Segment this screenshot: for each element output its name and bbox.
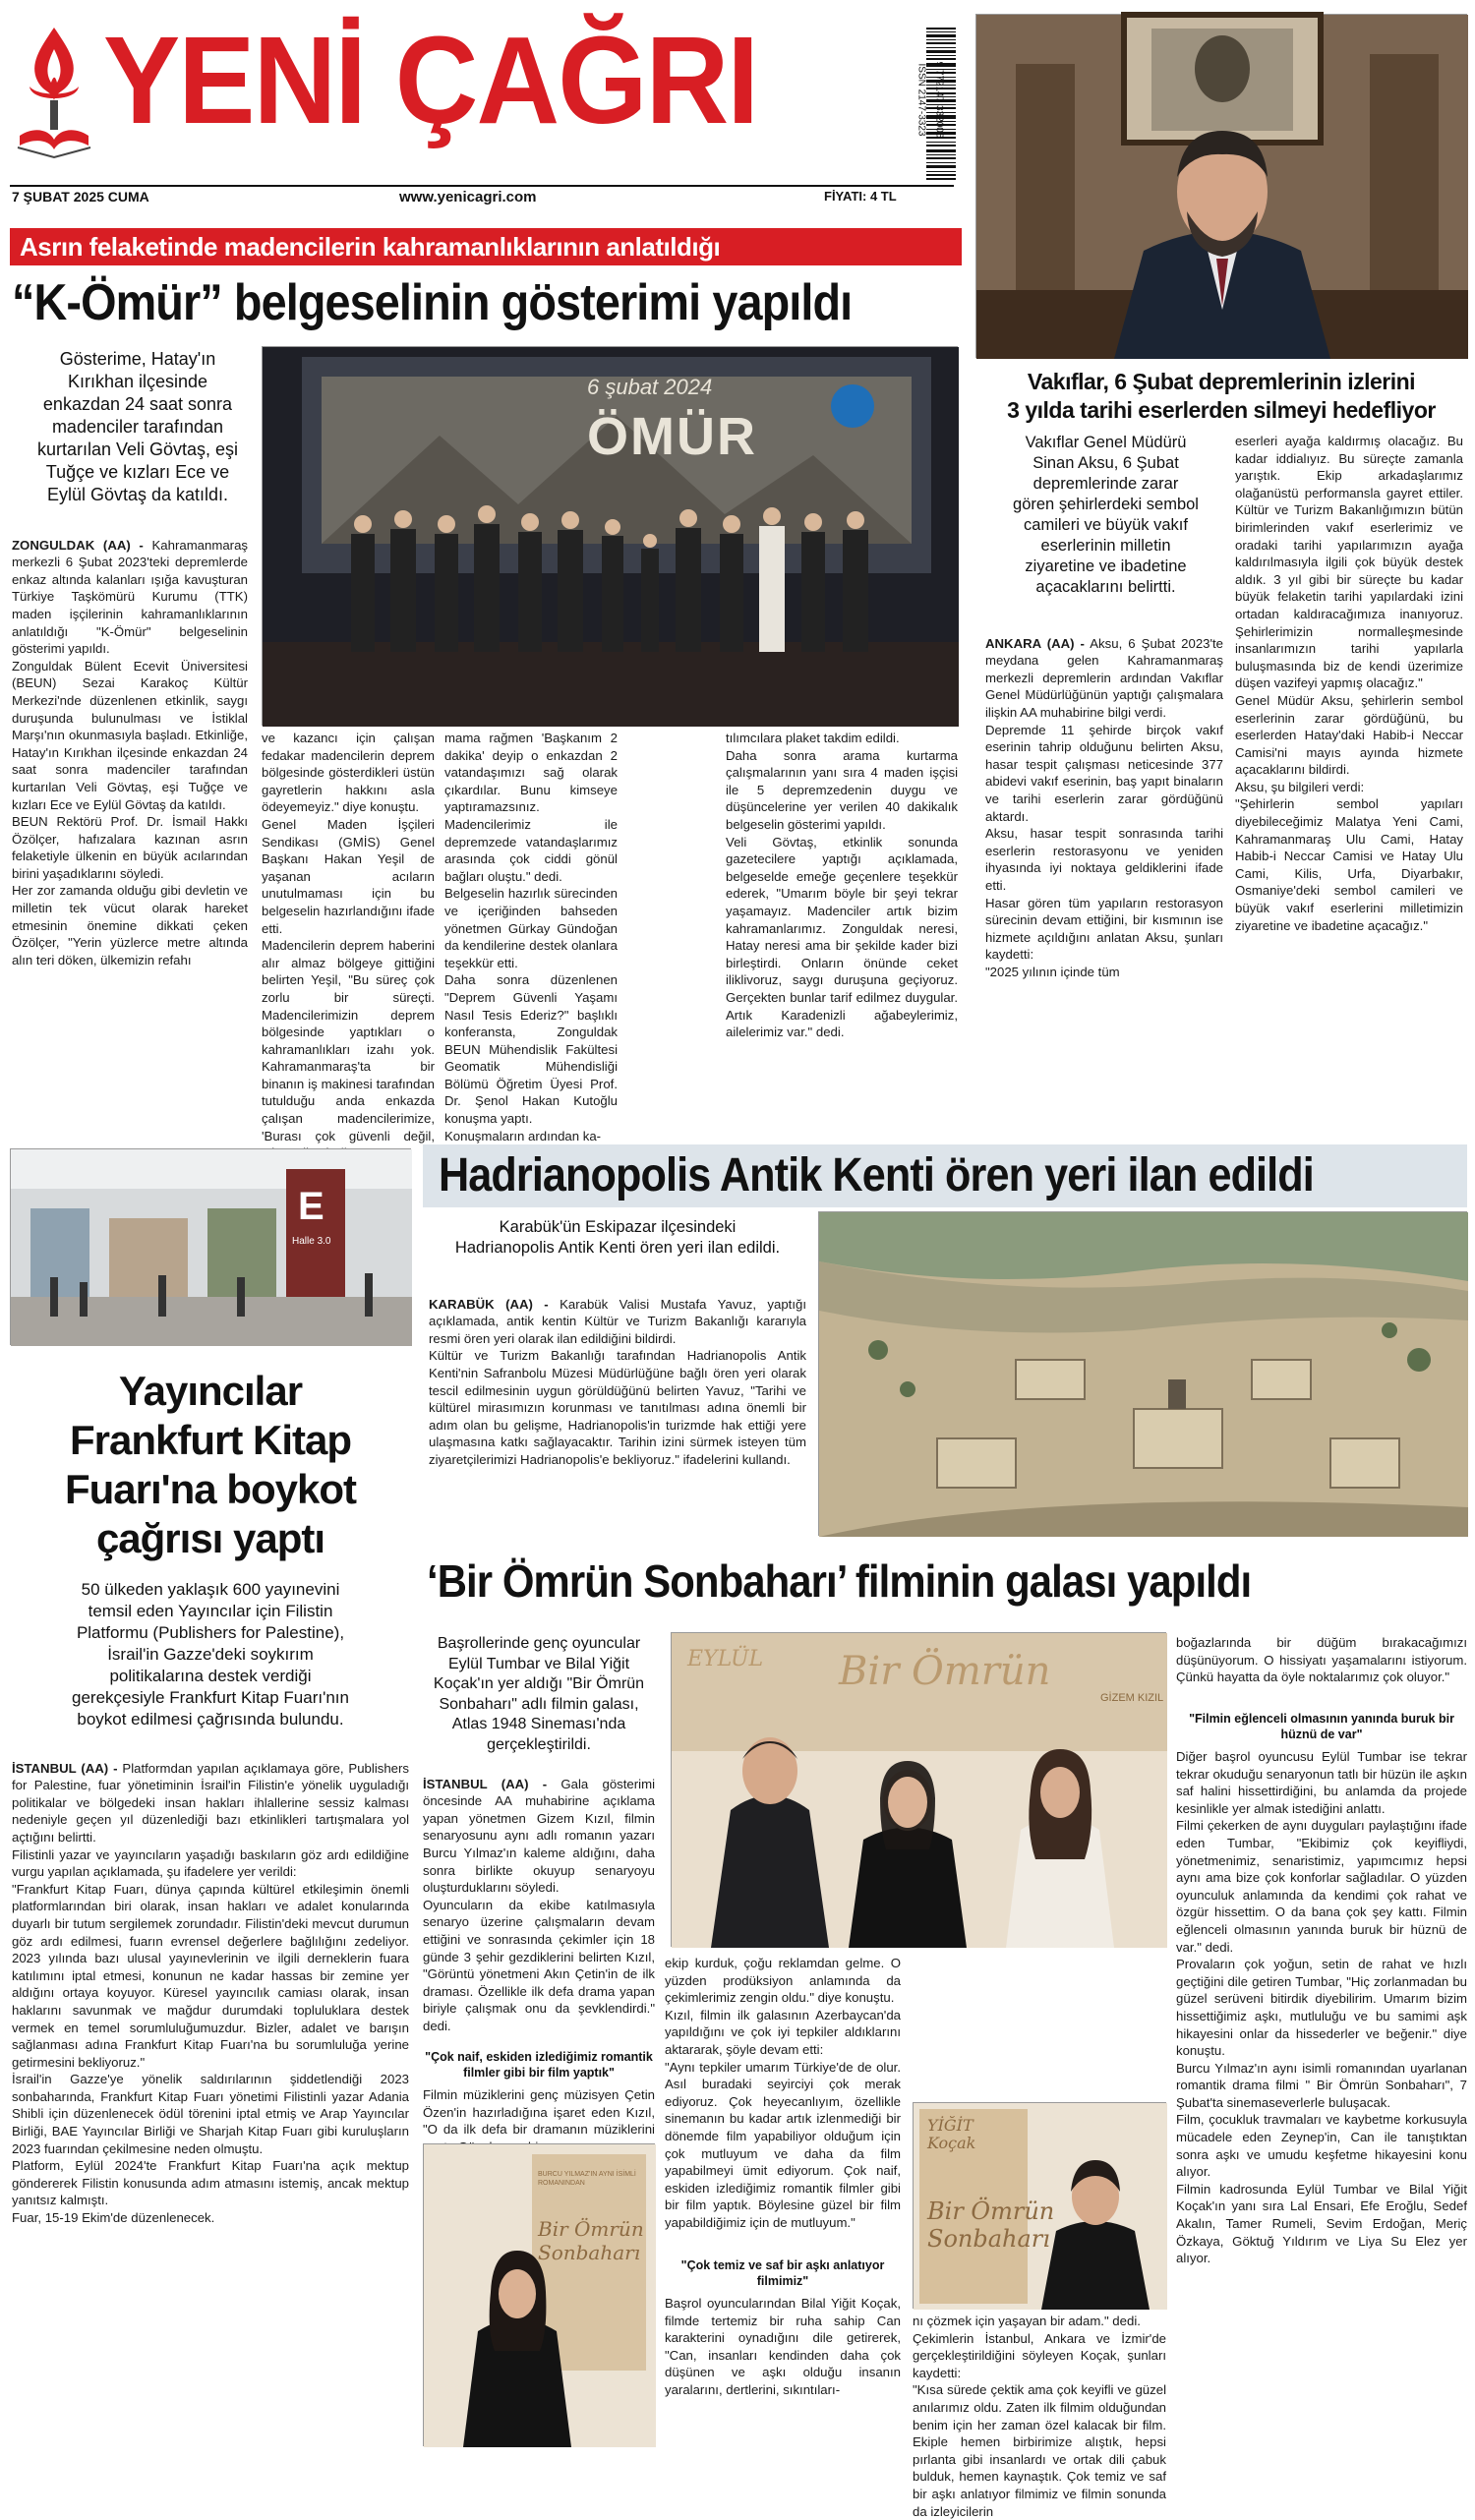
- portrait-illustration: [976, 15, 1468, 359]
- dateline: İSTANBUL (AA) -: [12, 1760, 118, 1776]
- story5-subhead1: "Çok naif, eskiden izlediğimiz romantik filmler gibi bir film yaptık": [425, 2050, 653, 2080]
- story3-lead: Karabük'ün Eskipazar ilçesindeki Hadrianopolis Antik Kenti ören yeri ilan edildi.: [454, 1218, 781, 1257]
- dateline: İSTANBUL (AA) -: [423, 1776, 548, 1791]
- poster-mini-line2: Sonbaharı: [538, 2241, 641, 2264]
- story4-body-text: Platformdan yapılan açıklamaya göre, Publishers for Palestine, fuar yönetiminin İsrail'in Filistin'e yönelik uyguladığı politikalar ve bölgedeki insan hakları ihlallerine sessiz kalması nedeniyle geçen yıl düzenlediği bazı etkinlikleri tartışmalara yol açtığını belirtti. Filistinli yazar ve yayıncıların yaşadığı baskıların göz ardı edildiğine vurgu yapılan açıklamada, şu ifadelere yer verildi: "Frankfurt Kitap Fuarı, dünya çapında kültürel etkileşimin önemli platformlarından biri olarak, insan hakları ve adalet konularında duyarlı bir tutum sergilemek zorundadır. Filistin'deki mevcut durumun göz ardı edilmesi, fuarın evrensel değerlere bağlılığını zedeliyor. 2023 yılında bazı ulusal yayınevlerinin ve ilgili derneklerin fuara katılımını iptal etmesi, konunun ne kadar hassas bir zemine yer aldığını ortaya koyuyor. Küresel yayıncılık camiası olarak, insan haklarını savunmak ve mağdur durumdaki topluluklara destek vermek en temel sorumluluğumuzdur. Bizler, adalet ve barışın sağlanması adına Frankfurt Kitap Fuarı'na bu sorumluluğa yerine getirmesini bekliyoruz." İsrail'in Gazze'ye yönelik saldırılarının şiddetlendiği 2023 sonbaharında, Frankfurt Kitap Fuarı yönetimi Filistinli yazar Adania Shibli için düzenlenecek ödül törenini iptal etmiş ve Arap Yayıncılar Birliği, BAE Yayıncılar Birliği ve Sharjah Kitap Fuarı gibi kuruluşların 2023 fuarından çekilmesine neden olmuştu. Platform, Eylül 2024'te Frankfurt Kitap Fuarı'na açık mektup göndererek Filistin konusunda adım atmasını istemiş, ancak mektup yanıtsız kalmıştı. Fuar, 15-19 Ekim'de düzenlenecek.: [12, 1760, 410, 2226]
- barcode-digits: 9 772147 332006: [933, 61, 945, 139]
- poster-wall-title: [839, 1649, 1050, 1694]
- portrait-photo: [975, 14, 1467, 358]
- story1-lead: Gösterime, Hatay'ın Kırıkhan ilçesinde enkazdan 24 saat sonra madenciler tarafından kurtarılan Veli Gövtaş, eşi Tuğçe ve kızları Ece ve Eylül Gövtaş da katıldı.: [36, 349, 239, 504]
- story2-col2: eserleri ayağa kaldırmış olacağız. Bu kadar iddialıyız. Bu süreçte zamanla yarıştık. Ekip arkadaşlarımız olağanüstü performansla gayret ettiler. Kültür ve Turizm Bakanlığımızın bütün birimlerinden vakıf eserlerimiz ve oradaki tarihi yapılarımızın ayağa kaldırılmasıyla ilgili çok büyük destek aldık. 3 yıl gibi bir süreçte bu kadar büyük felaketin tarihi yapılardaki izini ortadan kaldıracağımıza inanıyoruz. Şehirlerimizin normalleşmesinde insanlarımızın tarihi yapılarla buluşmasında biz de kendi üzerimize düşen vazifeyi yapmış olacağız." Genel Müdür Aksu, şehirlerin sembol eserlerinin zarar gördüğünü, bu eserlerden Hatay'daki Habib-i Neccar Camisi'ni mayıs ayında hizmete açacaklarını bildirdi. Aksu, şu bilgileri verdi: "Şehirlerin sembol yapıları diyebileceğimiz Malatya Yeni Cami, Kahramanmaraş Ulu Cami, Hatay Habib-i Neccar Camisi ve Hatay Ulu Cami, Kilis, Urfa, Diyarbakır, Osmaniye'deki sembol camileri ve büyük vakıf eserlerini milletimizin ziyaretine ve ibadetine açacağız.": [1235, 434, 1463, 933]
- dateline: KARABÜK (AA) -: [429, 1296, 549, 1312]
- story5-headline[interactable]: ‘Bir Ömrün Sonbaharı’ filminin galası yapıldı: [427, 1555, 1252, 1607]
- barcode: [907, 26, 956, 181]
- story1-col1: [12, 519, 248, 1141]
- ruins-aerial-photo: [818, 1211, 1467, 1536]
- poster-wall-director: GİZEM KIZIL: [1100, 1692, 1164, 1704]
- ceremony-photo: [262, 346, 958, 726]
- story4-headline[interactable]: Yayıncılar Frankfurt Kitap Fuarı'na boykot çağrısı yaptı: [64, 1368, 357, 1561]
- actress-illustration: [424, 2144, 656, 2447]
- story-kicker: Asrın felaketinde madencilerin kahramanlıklarının anlatıldığı: [20, 232, 721, 262]
- story1-col1-text: Kahramanmaraş merkezli 6 Şubat 2023'teki depremlerde enkaz altında kalanları ışığa kavuşturan Türkiye Taşkömürü Kurumu (TTK) maden işçilerinin kahramanlıklarının anlatıldığı "K-Ömür" belgeselinin gösterimi yapıldı. Zonguldak Bülent Ecevit Üniversitesi (BEUN) Sezai Karakoç Kültür Merkezi'nde düzenlenen etkinlik, saygı duruşunda bulunulması ve İstiklal Marşı'nın okunmasıyla başladı. Etkinliğe, Hatay'ın Kırıkhan ilçesinde enkazdan 24 saat sonra madenciler tarafından kurtarılan Veli Gövtaş, eşi Tuğçe ve kızları Ece ve Eylül Gövtaş da katıldı. BEUN Rektörü Prof. Dr. İsmail Hakkı Özölçer, hafızalara kazınan asrın felaketiyle ülkenin en büyük acılarından birini yaşadıklarını söyledi. Her zor zamanda olduğu gibi devletin ve milletin tek vücut olarak hareket etmesinin önemine dikkati çeken Özölçer, "Yerin yüzlerce metre altında alın teri döken, ülkemizin refahı: [12, 537, 248, 967]
- poster-title-line1: Bir Ömrün: [839, 1649, 1051, 1694]
- story5-subhead3: "Filmin eğlenceli olmasının yanında buruk bir hüznü de var": [1189, 1712, 1454, 1741]
- story-kicker-bar: [10, 228, 962, 265]
- story1-headline[interactable]: “K-Ömür” belgeselinin gösterimi yapıldı: [12, 274, 853, 331]
- issn-text: ISSN 2147-3323: [915, 63, 927, 137]
- book-fair-photo: [10, 1148, 411, 1345]
- ruins-illustration: [819, 1212, 1468, 1537]
- website-link[interactable]: www.yenicagri.com: [399, 189, 537, 205]
- story3-header-bar: [423, 1144, 1467, 1207]
- poster-title-mini: [538, 2217, 644, 2264]
- poster-actor-name: YİĞİT Koçak: [927, 2116, 976, 2152]
- story2-col1-text: Aksu, 6 Şubat 2023'te meydana gelen Kahramanmaraş merkezli depremlerin ardından Vakıflar Genel Müdürlüğünün yaptığı çalışmalara ilişkin AA muhabirine bilgi verdi. Depremde 11 şehirde birçok vakıf eserinin tahrip olduğunu belirten Aksu, hasar tespit çalışması neticesinde 377 abidevi vakıf eserinin, baş yapıt binaların ve tarihi eserlerin zarar gördüğünü aktardı. Aksu, hasar tespit sonrasında tarihi eserlerin restorasyonu ve yeniden ihyasında iyi noktaya geldiklerini ifade etti. Hasar gören tüm yapıların restorasyon sürecinin devam ettiğini, bir kısmının ise hizmete açıldığını anlatan Aksu, şunları kaydetti: "2025 yılının içinde tüm: [985, 635, 1224, 979]
- story2-col1: [985, 617, 1223, 1129]
- actor-poster-photo: [913, 2102, 1166, 2309]
- story5-subhead2: "Çok temiz ve saf bir aşkı anlatıyor filmimiz": [680, 2258, 885, 2288]
- fair-hall-sign: E: [298, 1185, 324, 1228]
- stage-banner-text: ÖMÜR: [587, 407, 757, 466]
- stage-date-text: 6 şubat 2024: [587, 375, 713, 399]
- story1-col2: ve kazancı için çalışan fedakar madencilerin deprem bölgesinde gösterdikleri üstün gayretlerin hakkını asla ödeyemeyiz." diye konuştu. Genel Maden İşçileri Sendikası (GMİS) Genel Başkanı Hakan Yeşil de yaşanan acıların unutulmaması için bu belgeselin hazırlandığını ifade etti. Madencilerin deprem haberini alır almaz bölgeye gittiğini belirten Yeşil, "Bu süreç çok zorlu bir süreçti. Madencilerimizin deprem bölgesinde yaptıkları o kahramanlıkları izahı yok. Kahramanmaraş'ta bir binanın iş makinesi tarafından tutulduğu anda enkazda çalışan madencilerimize, 'Burası çok güvenli değil,: [262, 731, 435, 1143]
- story3-body: [429, 1278, 806, 1534]
- dateline: ANKARA (AA) -: [985, 635, 1085, 651]
- book-fair-illustration: [11, 1149, 412, 1346]
- fair-hall-name: Halle 3.0: [292, 1236, 331, 1247]
- story5-lead: Başrollerinde genç oyuncular Eylül Tumbar ve Bilal Yiğit Koçak'ın yer aldığı "Bir Ömrün Sonbaharı" adlı filmin galası, Atlas 1948 Sineması'nda gerçekleştirildi.: [433, 1635, 645, 1753]
- story4-body: [12, 1742, 409, 2446]
- newspaper-title[interactable]: YENİ ÇAĞRI: [103, 11, 758, 149]
- story5-col4b: Diğer başrol oyuncusu Eylül Tumbar ise tekrar tekrar okuduğu senaryonun tatlı bir hüzün ile aşkın saf halini hissettirdiğini, bu anlamda da projede kesinlikle yer almak istediğini anlattı. Filmi çekerken de aynı duyguları paylaştığını ifade eden Tumbar, "Ekibimiz çok keyifliydi, yönetmenimiz, senaristimiz, yapımcımız hepsi aynı ama bize çok konforlar sağladılar. O yüzden oyunculuk anlamında da kendimi çok rahat ve özgür hissettim. O da bana çok şey kattı. Filmin eğlenceli olmasının yanında buruk bir hüznü de var." dedi. Provaların çok yoğun, setin de rahat ve hızlı geçtiğini dile getiren Tumbar, "Hiç zorlanmadan bu güzel serüveni bitirdik diyebilirim. Umarım bizim hissettiğimiz aşkı, mutluluğu ve bu samimi aşk hikayesini onlar da hissederler ve beğenir." diye konuştu. Burcu Yılmaz'ın aynı isimli romanından uyarlanan romantik drama filmi " Bir Ömrün Sonbaharı", 7 Şubat'ta sinemaseverlerle buluşacak. Film, çocukluk travmaları ve kaybetme korkusuyla mücadele eden Zeynep'in, Can ile tanıştıktan sonra aşkı ve umudu keşfetme hikayesini konu alıyor. Filmin kadrosunda Eylül Tumbar ve Bilal Yiğit Koçak'ın yanı sıra Lal Ensari, Efe Eroğlu, Sedef Akalın, Tamer Rumeli, Sevim Erdoğan, Meriç Özkaya, Göktuğ Yıldırım ve Liya Su Elez yer alıyor.: [1176, 1749, 1467, 2266]
- poster-actor-title: [927, 2198, 1054, 2253]
- issue-date: 7 ŞUBAT 2025 CUMA: [12, 189, 149, 205]
- story5-col2: ekip kurduk, çoğu reklamdan gelme. O yüzden prodüksiyon anlamında da çekimlerimiz zengin oldu." diye konuştu. Kızıl, filmin ilk galasının Azerbaycan'da yapıldığını ve çok iyi tepkiler aldıklarını aktararak, şöyle devam etti: "Aynı tepkiler umarım Türkiye'de de olur. Asıl buradaki seyirciyi çok merak ediyoruz. Çok heyecanlıyım, özellikle sinemanın bu kadar artık izlenmediği bir dönemde film yapabiliyor olduğum için çok mutluyum ve daha da film yapabilmeyi ümit ediyorum. Çok naif, eskiden izlediğimiz romantik filmler gibi bir film yaptık. Böylesine güzel bir film yapabildiğimiz için de mutluyum.": [665, 1956, 901, 2230]
- dateline: ZONGULDAK (AA) -: [12, 537, 144, 553]
- story3-body-text: Karabük Valisi Mustafa Yavuz, yaptığı açıklamada, antik kentin Kültür ve Turizm Bakanlığı kararıyla resmi ören yeri olarak ilan edildiğini bildirdi. Kültür ve Turizm Bakanlığı tarafından Hadrianopolis Antik Kenti'nin Safranbolu Müzesi Müdürlüğüne bağlı ören yeri olarak tescil edilmesinin uygun görüldüğünü belirten Yavuz, "Tarihi ve kültürel mirasımızın korunması ve tanıtılması adına önemli bir adım olan bu gelişme, Hadrianopolis'in turizmde hak ettiği yere ulaşmasına katkı sağlayacaktır. Tarihin izini sürmek isteyen tüm ziyaretçilerimizi Hadrianopolis'e bekliyoruz." ifadelerini kullandı.: [429, 1296, 806, 1467]
- masthead: [0, 0, 964, 221]
- masthead-rule: [10, 185, 954, 187]
- poster-wall-name: EYLÜL: [687, 1647, 764, 1671]
- story4-lead: 50 ülkeden yaklaşık 600 yayınevini temsil eden Yayıncılar için Filistin Platformu (Publishers for Palestine), İsrail'in Gazze'deki soykırım politikalarına destek verdiği gerekçesiyle Frankfurt Kitap Fuarı'nın boykot edilmesi çağrısında bulundu.: [72, 1580, 349, 1729]
- poster-mini-credit: BURCU YILMAZ'IN AYNI İSİMLİ ROMANINDAN: [538, 2171, 636, 2187]
- poster-actor-line2: Sonbaharı: [927, 2225, 1050, 2253]
- story5-col3a: nı çözmek için yaşayan bir adam." dedi. Çekimlerin İstanbul, Ankara ve İzmir'de gerçekleştirildiğini söyleyen Koçak, şunları kaydetti: "Kısa sürede çektik ama çok keyifli ve güzel anılarımız oldu. Zaten ilk filmim olduğundan benim için her zaman özel kalacak bir film. Ekiple hemen birbirimize alıştık, hepsi pırlanta gibi insanlardı ve ortak dili çabuk bulduk, hemen kaynaştık. Çok temiz ve saf bir aşkı anlatıyor filmimiz ve filmin sonunda da izleyicilerin: [913, 2314, 1166, 2519]
- story3-headline[interactable]: Hadrianopolis Antik Kenti ören yeri ilan edildi: [439, 1149, 1314, 1201]
- story5-col1-text: Gala gösterimi öncesinde AA muhabirine açıklama yapan yönetmen Gizem Kızıl, filmin senaryosunu aynı adlı romanın yazarı Burcu Yılmaz'ın kaleme aldığını, daha sonra birlikte okuyup senaryoyu oluşturduklarını söyledi. Oyuncuların da ekibe katılmasıyla senaryo üzerine çalışmaların devam ettiğini ve sonrasında çekimler için 18 günde 3 şehir gezdiklerini belirten Kızıl, "Görüntü yönetmeni Akın Çetin'in de ilk draması. Özellikle ilk defa drama yapan biriyle çalışmak onu da şevklendirdi." dedi.: [423, 1776, 655, 2033]
- story1-col3: mama rağmen 'Başkanım 2 dakika' deyip o enkazdan 2 vatandaşımızı sağ olarak çıkardılar. Bunu kimseye yaptıramazsınız. Madencilerimiz ile depremzede vatandaşlarımız arasında çok ciddi gönül bağları oluştu." dedi. Belgeselin hazırlık sürecinden ve içeriğinden bahseden yönetmen Gürkay Gündoğan da kendilerine destek olanlara teşekkür etti. Daha sonra düzenlenen "Deprem Güvenli Yaşamı Nasıl Tesis Ederiz?" başlıklı konferansta, Zonguldak BEUN Mühendislik Fakültesi Geomatik Mühendisliği Bölümü Öğretim Üyesi Prof. Dr. Şenol Hakan Kutoğlu konuşma yaptı. Konuşmaların ardından ka-: [444, 731, 618, 1143]
- story5-col1b: Filmin müziklerini genç müzisyen Çetin Özen'in hazırladığına işaret eden Kızıl, "O da ilk defa bir dramanın müziklerini: [423, 2087, 655, 2138]
- story2-headline[interactable]: Vakıflar, 6 Şubat depremlerinin izlerini 3 yılda tarihi eserlerden silmeyi hedefliyor: [1007, 369, 1436, 423]
- actress-poster-photo: [423, 2143, 655, 2446]
- poster-mini-line1: Bir Ömrün: [538, 2217, 644, 2241]
- gala-cast-photo: [671, 1632, 1166, 1947]
- ceremony-illustration: [263, 347, 959, 727]
- story5-col4: boğazlarında bir düğüm bırakacağımızı düşünüyorum. O hissiyatı yaşamalarını istiyorum. Çünkü hayatta da öyle noktalarımız çok oluyor.": [1176, 1635, 1467, 1685]
- story1-col4: tılımcılara plaket takdim edildi. Daha sonra arama kurtarma çalışmalarının yanı sıra 4 maden işçisi ile 5 depremzedenin duygu ve düşüncelerine yer verilen 40 dakikalık belgeselin gösterimi yapıldı. Veli Gövtaş, etkinlik sonunda gazetecilere yaptığı açıklamada, belgeselde emeğe geçenlere teşekkür ederek, "Umarım böyle bir şeyi tekrar yaşamayız. Madenciler artık bizim kahramanlarımız. Zonguldak neresi, Hatay neresi ama bir şekilde kader bizi birleştirdi. Onların önünde ceket iliklivoruz, saygı duruşuna geçiyoruz. Gerçekten bunlar tarif edilmez duygular. Artık Karadenizli ağabeylerimiz, ailelerimiz var." dedi.: [726, 731, 958, 1040]
- story5-col2b: Başrol oyuncularından Bilal Yiğit Koçak, filmde tertemiz bir ruha sahip Can karakterini oynadığını dile getirerek, "Can, insanları kendinden daha çok düşünen ve aşkı olduğu insanın yaralarını, dertlerini, sıkıntıları-: [665, 2296, 901, 2397]
- poster-actor-line1: Bir Ömrün: [927, 2198, 1055, 2225]
- torch-book-logo: [10, 20, 98, 167]
- story2-lead: Vakıflar Genel Müdürü Sinan Aksu, 6 Şubat depremlerinde zarar gören şehirlerdeki sembol camileri ve büyük vakıf eserlerinin milletin ziyaretine ve ibadetine açacaklarını belirtti.: [1013, 434, 1199, 596]
- story5-col1: [423, 1758, 655, 2043]
- issue-price: FİYATI: 4 TL: [824, 189, 897, 204]
